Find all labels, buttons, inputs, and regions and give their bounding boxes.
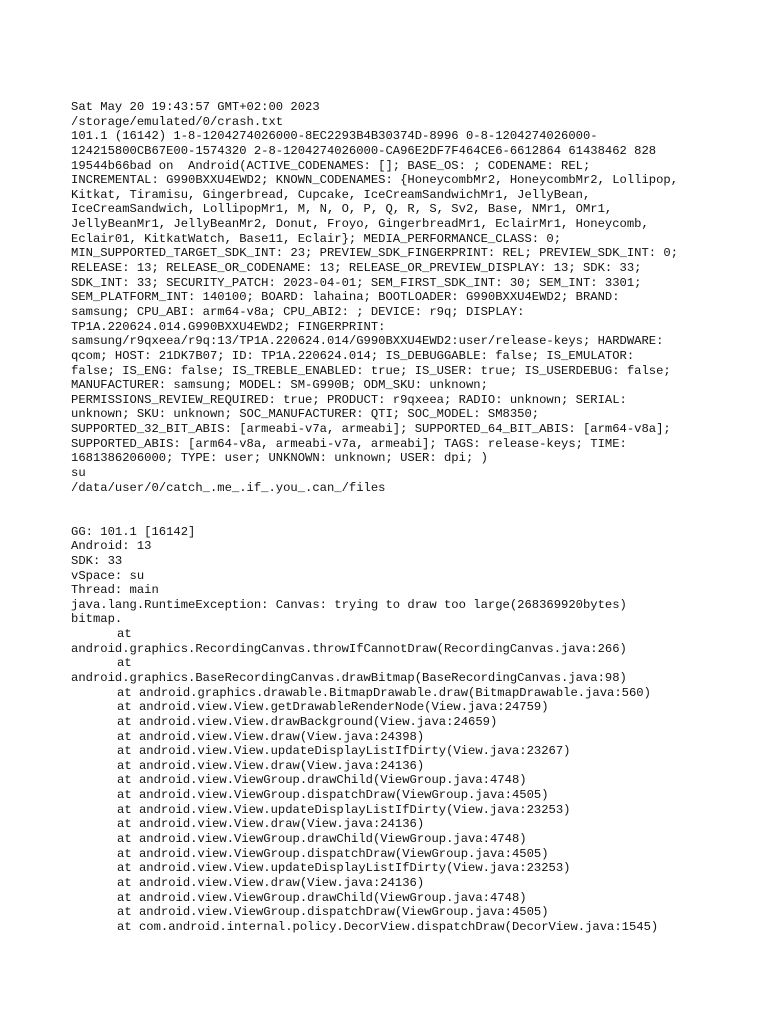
- header-line: MIN_SUPPORTED_TARGET_SDK_INT: 23; PREVIEW_SDK_FINGERPRINT: REL; PREVIEW_SDK_INT: 0;: [71, 246, 679, 261]
- header-line: INCREMENTAL: G990BXXU4EWD2; KNOWN_CODENAMES: {HoneycombMr2, HoneycombMr2, Lollipop,: [71, 173, 679, 188]
- header-line: IceCreamSandwich, LollipopMr1, M, N, O, P, Q, R, S, Sv2, Base, NMr1, OMr1,: [71, 202, 613, 217]
- stack-frame: at android.view.ViewGroup.drawChild(ViewGroup.java:4748): [117, 832, 527, 847]
- header-line: SDK_INT: 33; SECURITY_PATCH: 2023-04-01; SEM_FIRST_SDK_INT: 30; SEM_INT: 3301;: [71, 275, 642, 290]
- stack-frame: at android.view.ViewGroup.drawChild(ViewGroup.java:4748): [117, 773, 527, 788]
- crash-header-block: [71, 100, 751, 495]
- stack-at-keyword: at: [117, 627, 132, 642]
- stack-frame: at android.graphics.drawable.BitmapDrawable.draw(BitmapDrawable.java:560): [117, 685, 651, 700]
- stack-frame: at android.view.View.draw(View.java:24136): [117, 875, 425, 890]
- stack-frame: at android.view.View.getDrawableRenderNode(View.java:24759): [117, 700, 549, 715]
- header-line: PERMISSIONS_REVIEW_REQUIRED: true; PRODUCT: r9qxeea; RADIO: unknown; SERIAL:: [71, 392, 627, 407]
- header-line: SUPPORTED_32_BIT_ABIS: [armeabi-v7a, armeabi]; SUPPORTED_64_BIT_ABIS: [arm64-v8a];: [71, 422, 671, 437]
- info-line: vSpace: su: [71, 568, 145, 583]
- stack-frame: at android.view.ViewGroup.dispatchDraw(ViewGroup.java:4505): [117, 905, 549, 920]
- stack-frame: at android.view.ViewGroup.drawChild(ViewGroup.java:4748): [117, 890, 527, 905]
- blank-line: [71, 495, 751, 510]
- info-line: Android: 13: [71, 539, 152, 554]
- blank-line: [71, 510, 751, 525]
- header-line: SUPPORTED_ABIS: [arm64-v8a, armeabi-v7a, armeabi]; TAGS: release-keys; TIME:: [71, 436, 627, 451]
- header-line: samsung; CPU_ABI: arm64-v8a; CPU_ABI2: ; DEVICE: r9q; DISPLAY:: [71, 304, 525, 319]
- stack-frame: at android.view.ViewGroup.dispatchDraw(ViewGroup.java:4505): [117, 846, 549, 861]
- info-line: GG: 101.1 [16142]: [71, 524, 196, 539]
- info-line: bitmap.: [71, 612, 123, 627]
- info-line: java.lang.RuntimeException: Canvas: trying to draw too large(268369920bytes): [71, 597, 627, 612]
- crash-report-document: [71, 100, 751, 935]
- header-line: unknown; SKU: unknown; SOC_MANUFACTURER: QTI; SOC_MODEL: SM8350;: [71, 407, 540, 422]
- info-line: Thread: main: [71, 583, 159, 598]
- header-line: /data/user/0/catch_.me_.if_.you_.can_/files: [71, 480, 386, 495]
- header-line: RELEASE: 13; RELEASE_OR_CODENAME: 13; RELEASE_OR_PREVIEW_DISPLAY: 13; SDK: 33;: [71, 261, 642, 276]
- header-line: 124215800CB67E00-1574320 2-8-1204274026000-CA96E2DF7F464CE6-6612864 61438462 828: [71, 143, 657, 158]
- stack-frame: at android.view.View.drawBackground(View.java:24659): [117, 714, 498, 729]
- stack-frame-wrapped: android.graphics.BaseRecordingCanvas.drawBitmap(BaseRecordingCanvas.java:98): [71, 670, 627, 685]
- stack-frame: at com.android.internal.policy.DecorView.dispatchDraw(DecorView.java:1545): [117, 919, 659, 934]
- header-line: 1681386206000; TYPE: user; UNKNOWN: unknown; USER: dpi; ): [71, 451, 488, 466]
- header-line: 101.1 (16142) 1-8-1204274026000-8EC2293B4B30374D-8996 0-8-1204274026000-: [71, 129, 598, 144]
- stack-frame: at android.view.View.updateDisplayListIfDirty(View.java:23253): [117, 861, 571, 876]
- header-line: Eclair01, KitkatWatch, Base11, Eclair}; MEDIA_PERFORMANCE_CLASS: 0;: [71, 231, 562, 246]
- header-line: su: [71, 466, 86, 481]
- header-line: samsung/r9qxeea/r9q:13/TP1A.220624.014/G990BXXU4EWD2:user/release-keys; HARDWARE:: [71, 334, 664, 349]
- stack-frame: at android.view.ViewGroup.dispatchDraw(ViewGroup.java:4505): [117, 788, 549, 803]
- header-line: TP1A.220624.014.G990BXXU4EWD2; FINGERPRINT:: [71, 319, 386, 334]
- stack-frame-wrapped: android.graphics.RecordingCanvas.throwIfCannotDraw(RecordingCanvas.java:266): [71, 641, 627, 656]
- header-line: MANUFACTURER: samsung; MODEL: SM-G990B; ODM_SKU: unknown;: [71, 378, 488, 393]
- header-line: /storage/emulated/0/crash.txt: [71, 114, 284, 129]
- header-line: false; IS_ENG: false; IS_TREBLE_ENABLED: true; IS_USER: true; IS_USERDEBUG: false;: [71, 363, 671, 378]
- header-line: 19544b66bad on Android(ACTIVE_CODENAMES: []; BASE_OS: ; CODENAME: REL;: [71, 158, 591, 173]
- header-line: Sat May 20 19:43:57 GMT+02:00 2023: [71, 100, 320, 114]
- header-line: SEM_PLATFORM_INT: 140100; BOARD: lahaina; BOOTLOADER: G990BXXU4EWD2; BRAND:: [71, 290, 620, 305]
- stack-frame: at android.view.View.updateDisplayListIfDirty(View.java:23253): [117, 802, 571, 817]
- header-line: JellyBeanMr1, JellyBeanMr2, Donut, Froyo, GingerbreadMr1, EclairMr1, Honeycomb,: [71, 217, 649, 232]
- stack-frame: at android.view.View.draw(View.java:24398): [117, 729, 425, 744]
- header-line: Kitkat, Tiramisu, Gingerbread, Cupcake, IceCreamSandwichMr1, JellyBean,: [71, 187, 591, 202]
- crash-info-block: [71, 525, 751, 627]
- stack-trace-block: [71, 627, 751, 934]
- stack-frame: at android.view.View.draw(View.java:24136): [117, 817, 425, 832]
- stack-frame: at android.view.View.draw(View.java:24136): [117, 758, 425, 773]
- info-line: SDK: 33: [71, 553, 123, 568]
- header-line: qcom; HOST: 21DK7B07; ID: TP1A.220624.014; IS_DEBUGGABLE: false; IS_EMULATOR:: [71, 348, 635, 363]
- stack-at-keyword: at: [117, 656, 132, 671]
- stack-frame: at android.view.View.updateDisplayListIfDirty(View.java:23267): [117, 744, 571, 759]
